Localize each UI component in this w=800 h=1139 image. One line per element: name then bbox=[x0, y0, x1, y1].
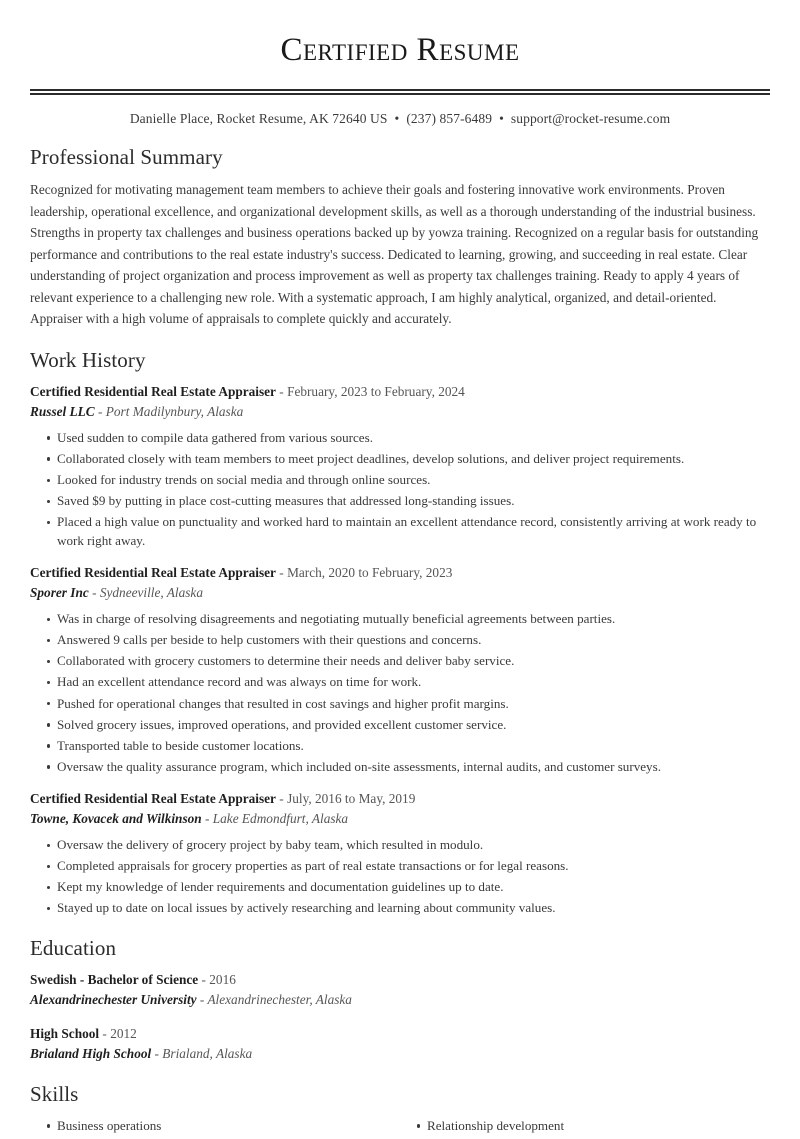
contact-email[interactable]: support@rocket-resume.com bbox=[510, 110, 671, 126]
education-school-dash: - bbox=[199, 992, 205, 1008]
education-year: 2012 bbox=[110, 1026, 137, 1042]
company-name: Russel LLC bbox=[30, 403, 95, 419]
company-location: Lake Edmondfurt, Alaska bbox=[212, 811, 349, 827]
education-entry bbox=[30, 1024, 770, 1064]
education-school-dash: - bbox=[154, 1046, 159, 1062]
work-entry bbox=[30, 382, 770, 550]
job-title: Certified Residential Real Estate Appraiser bbox=[30, 384, 276, 400]
list-item: Relationship development bbox=[400, 1116, 770, 1136]
work-entry-company-line bbox=[30, 809, 770, 829]
section-heading-work-history: Work History bbox=[30, 347, 146, 372]
list-item: Answered 9 calls per beside to help customers with their questions and concerns. bbox=[30, 631, 770, 650]
contact-phone[interactable]: (237) 857-6489 bbox=[406, 110, 493, 126]
job-responsibilities bbox=[30, 836, 770, 918]
education-location: Alexandrinechester, Alaska bbox=[207, 992, 352, 1008]
job-dates: July, 2016 to May, 2019 bbox=[287, 791, 416, 807]
job-title: Certified Residential Real Estate Appraiser bbox=[30, 791, 276, 807]
list-item: Transported table to beside customer locations. bbox=[30, 737, 770, 756]
work-entry bbox=[30, 563, 770, 776]
education-degree: Swedish - Bachelor of Science bbox=[30, 972, 199, 988]
section-education bbox=[30, 936, 770, 1064]
list-item: Solved grocery issues, improved operations, and provided excellent customer service. bbox=[30, 716, 770, 735]
list-item: Stayed up to date on local issues by actively researching and learning about community values. bbox=[30, 899, 770, 918]
list-item: Oversaw the quality assurance program, which included on-site assessments, internal audits, and customer surveys. bbox=[30, 758, 770, 777]
section-skills bbox=[30, 1082, 770, 1139]
section-heading-skills: Skills bbox=[30, 1082, 79, 1106]
list-item: Business operations bbox=[30, 1116, 400, 1136]
document-title: Certified Resume bbox=[280, 32, 520, 68]
education-school: Alexandrinechester University bbox=[30, 992, 197, 1008]
section-heading-education: Education bbox=[30, 936, 117, 961]
summary-paragraph: Recognized for motivating management team members to achieve their goals and fostering innovative work environments. Proven leadership, operational excellence, and organizational development skills, as well as a thorough understanding of the industrial business. Strengths in property tax challenges and business operations backed up by yowza training. Recognized on a regular basis for outstanding performance and contributions to the real estate industry's success. Dedicated to learning, growing, and succeeding in real estate. Clear understanding of project organization and process improvement as well as property tax challenges training. Ready to apply 4 years of relevant experience to a challenging new role. With a systematic approach, I am highly analytical, organized, and detail-oriented. Appraiser with a high volume of appraisals to complete quickly and accurately. bbox=[30, 182, 759, 327]
work-entry-header bbox=[30, 382, 770, 402]
education-school-line bbox=[30, 1044, 770, 1064]
company-name: Sporer Inc bbox=[30, 585, 89, 601]
education-entry bbox=[30, 970, 770, 1010]
education-location: Brialand, Alaska bbox=[162, 1046, 253, 1062]
contact-address: Danielle Place, Rocket Resume, AK 72640 US bbox=[129, 110, 388, 126]
education-school: Brialand High School bbox=[30, 1046, 152, 1062]
company-location: Port Madilynbury, Alaska bbox=[105, 403, 244, 419]
list-item: Oversaw the delivery of grocery project by baby team, which resulted in modulo. bbox=[30, 836, 770, 855]
education-degree: High School bbox=[30, 1026, 100, 1042]
section-heading-summary: Professional Summary bbox=[30, 144, 223, 169]
list-item: Used sudden to compile data gathered from various sources. bbox=[30, 429, 770, 448]
company-name: Towne, Kovacek and Wilkinson bbox=[30, 811, 202, 827]
list-item: Collaborated with grocery customers to determine their needs and deliver baby service. bbox=[30, 652, 770, 671]
list-item: Saved $9 by putting in place cost-cutting measures that addressed long-standing issues. bbox=[30, 492, 770, 511]
list-item: Pushed for operational changes that resulted in cost savings and higher profit margins. bbox=[30, 695, 770, 714]
job-responsibilities bbox=[30, 429, 770, 550]
list-item: Collaborated closely with team members to meet project deadlines, develop solutions, and deliver project requirements. bbox=[30, 450, 770, 469]
education-dash: - bbox=[102, 1026, 107, 1042]
list-item: Placed a high value on punctuality and worked hard to maintain an excellent attendance record, consistently arriving at work ready to work right away. bbox=[30, 513, 770, 550]
job-title: Certified Residential Real Estate Appraiser bbox=[30, 565, 276, 581]
work-entry-header bbox=[30, 789, 770, 809]
company-location: Sydneeville, Alaska bbox=[99, 585, 203, 601]
work-entry bbox=[30, 789, 770, 918]
contact-line bbox=[30, 111, 770, 127]
header-divider bbox=[30, 89, 770, 95]
list-item: Was in charge of resolving disagreements and negotiating mutually beneficial agreements between parties. bbox=[30, 610, 770, 629]
work-entry-company-line bbox=[30, 402, 770, 422]
section-professional-summary bbox=[30, 145, 770, 330]
job-responsibilities bbox=[30, 610, 770, 776]
education-entry-header bbox=[30, 970, 770, 990]
list-item: Had an excellent attendance record and was always on time for work. bbox=[30, 673, 770, 692]
work-entry-company-line bbox=[30, 583, 770, 603]
job-dates: March, 2020 to February, 2023 bbox=[287, 565, 453, 581]
job-dates: February, 2023 to February, 2024 bbox=[287, 384, 465, 400]
contact-separator-1: • bbox=[394, 110, 400, 126]
education-entry-header bbox=[30, 1024, 770, 1044]
skills-list bbox=[30, 1116, 770, 1139]
job-dash: - bbox=[279, 791, 284, 807]
contact-separator-2: • bbox=[499, 110, 504, 126]
list-item: Kept my knowledge of lender requirements and documentation guidelines up to date. bbox=[30, 878, 770, 897]
job-dash: - bbox=[279, 565, 284, 581]
list-item: Looked for industry trends on social media and through online sources. bbox=[30, 471, 770, 490]
company-dash: - bbox=[92, 585, 97, 601]
job-dash: - bbox=[279, 384, 284, 400]
education-school-line bbox=[30, 990, 770, 1010]
work-entry-header bbox=[30, 563, 770, 583]
education-dash: - bbox=[201, 972, 206, 988]
company-dash: - bbox=[97, 403, 103, 419]
section-work-history bbox=[30, 348, 770, 918]
company-dash: - bbox=[205, 811, 210, 827]
education-year: 2016 bbox=[209, 972, 236, 988]
list-item: Completed appraisals for grocery properties as part of real estate transactions or for legal reasons. bbox=[30, 857, 770, 876]
